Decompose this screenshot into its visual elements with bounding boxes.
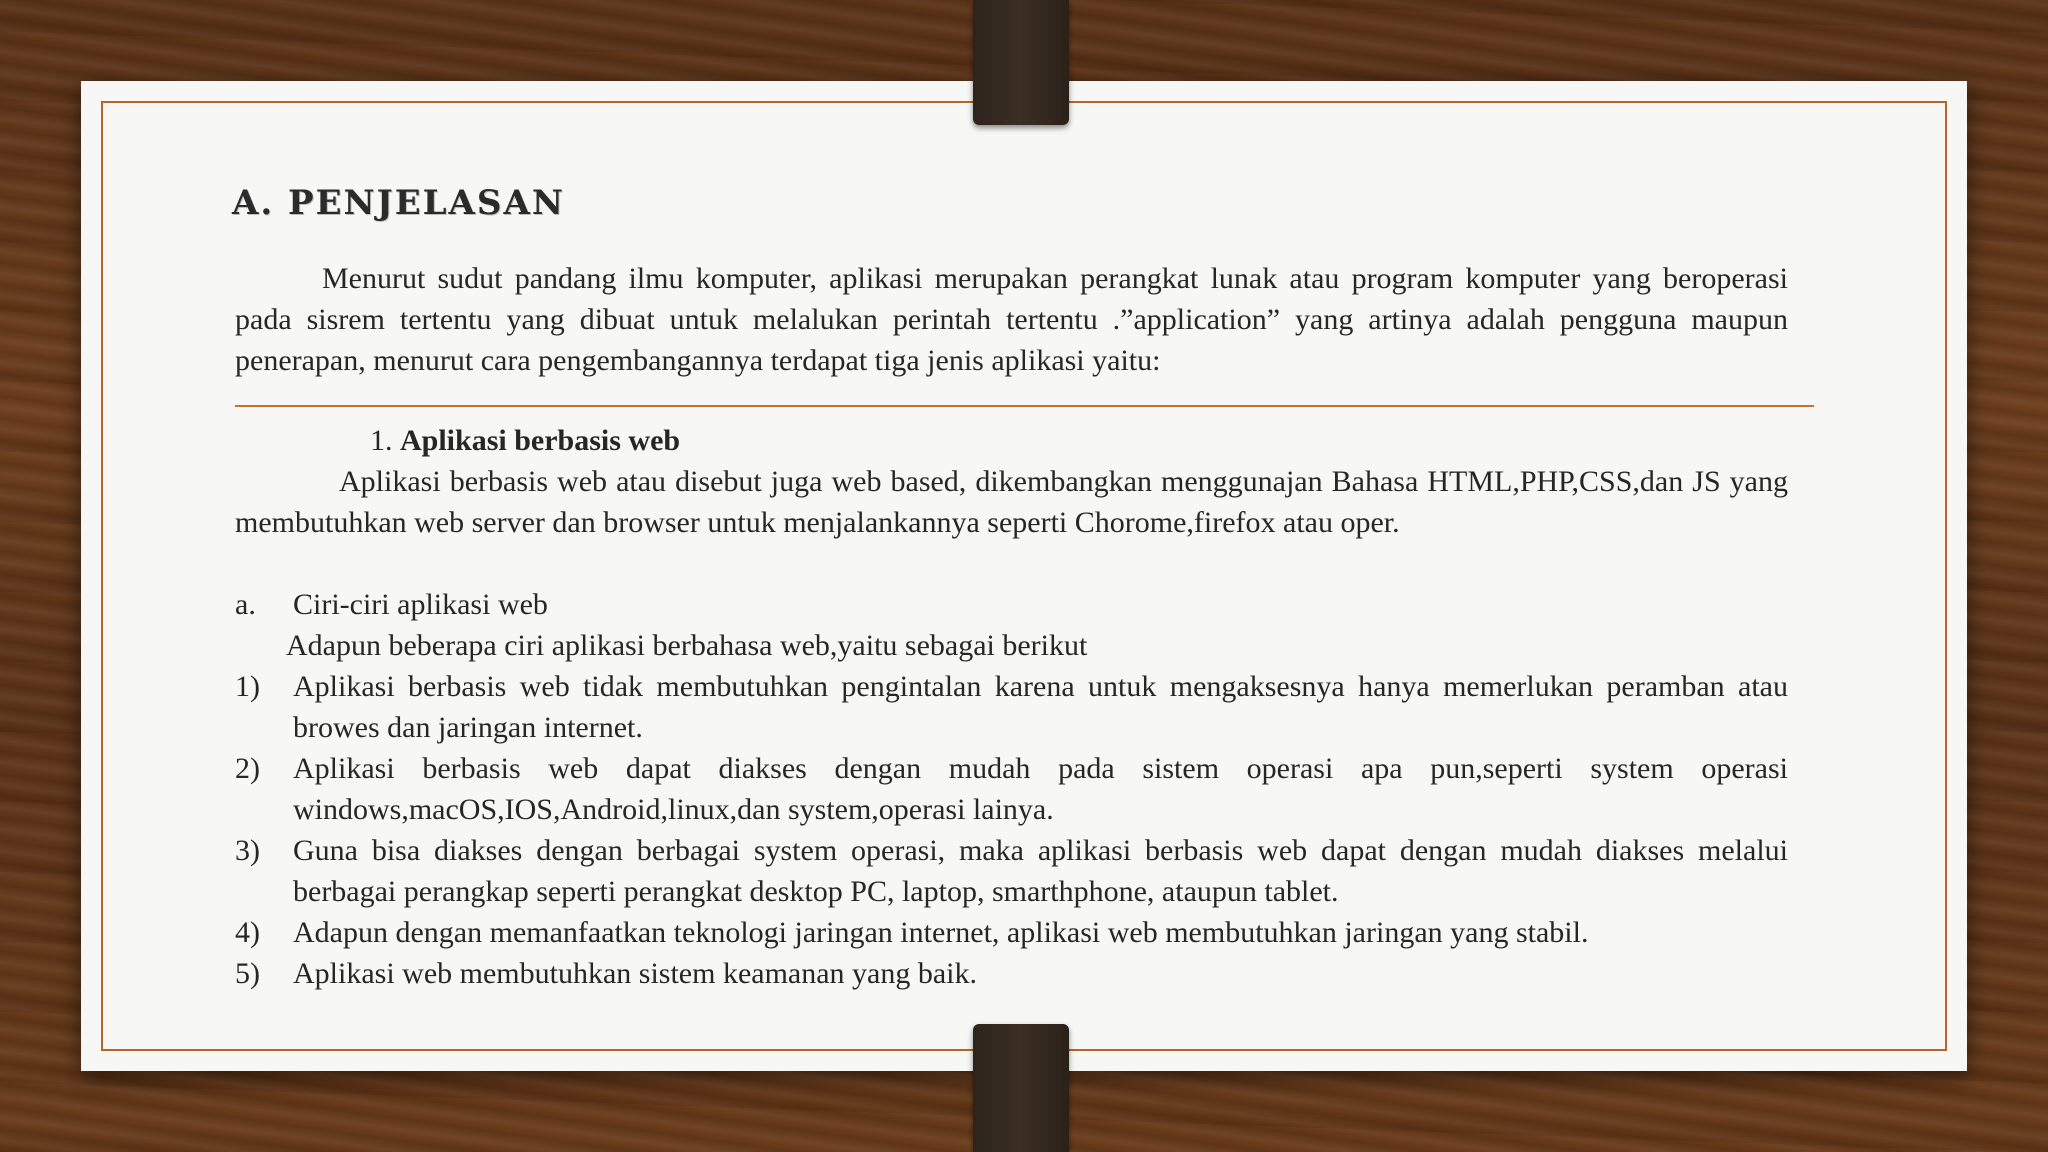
list-item [235,953,1788,994]
list-item-text: Guna bisa diakses dengan berbagai system operasi, maka aplikasi berbasis web dapat dengan mudah diakses melalui berbagai perangkap seperti perangkat desktop PC, laptop, smarthphone, ataupun tablet. [293,834,1788,908]
features-list [235,666,1788,994]
list-item-text: Aplikasi web membutuhkan sistem keamanan yang baik. [293,957,978,990]
subsection-marker: a. [235,588,256,621]
section-title-text: Aplikasi berbasis web [400,424,681,457]
subsection-intro: Adapun beberapa ciri aplikasi berbahasa web,yaitu sebagai berikut [286,629,1088,662]
list-item-text: Adapun dengan memanfaatkan teknologi jaringan internet, aplikasi web membutuhkan jaringan yang stabil. [293,916,1589,949]
section-heading: A. PENJELASAN [232,183,565,223]
list-item [235,666,1788,748]
intro-paragraph: Menurut sudut pandang ilmu komputer, aplikasi merupakan perangkat lunak atau program komputer yang beroperasi pada sisrem tertentu yang dibuat untuk melalukan perintah tertentu .”application” yang artinya adalah pengguna maupun penerapan, menurut cara pengembangannya terdapat tiga jenis aplikasi yaitu: [235,262,1788,377]
list-item [235,830,1788,912]
list-item-text: Aplikasi berbasis web tidak membutuhkan pengintalan karena untuk mengaksesnya hanya memerlukan peramban atau browes dan jaringan internet. [293,670,1788,744]
list-item [235,748,1788,830]
subsection-title [235,584,1788,625]
web-paragraph: Aplikasi berbasis web atau disebut juga web based, dikembangkan menggunajan Bahasa HTML,PHP,CSS,dan JS yang membutuhkan web server dan browser untuk menjalankannya seperti Chorome,firefox atau oper. [235,465,1788,539]
list-item-marker: 3) [235,834,260,867]
list-item-marker: 4) [235,916,260,949]
section-number: 1. [370,424,393,457]
list-item-marker: 5) [235,957,260,990]
divider-line [235,405,1814,407]
list-item-text: Aplikasi berbasis web dapat diakses dengan mudah pada sistem operasi apa pun,seperti system operasi windows,macOS,IOS,Android,linux,dan system,operasi lainya. [293,752,1788,826]
top-strap [973,0,1069,125]
section-title [235,420,1788,461]
list-item [235,912,1788,953]
subsection-title-text: Ciri-ciri aplikasi web [293,588,548,621]
list-item-marker: 2) [235,752,260,785]
bottom-strap [973,1024,1069,1152]
list-item-marker: 1) [235,670,260,703]
